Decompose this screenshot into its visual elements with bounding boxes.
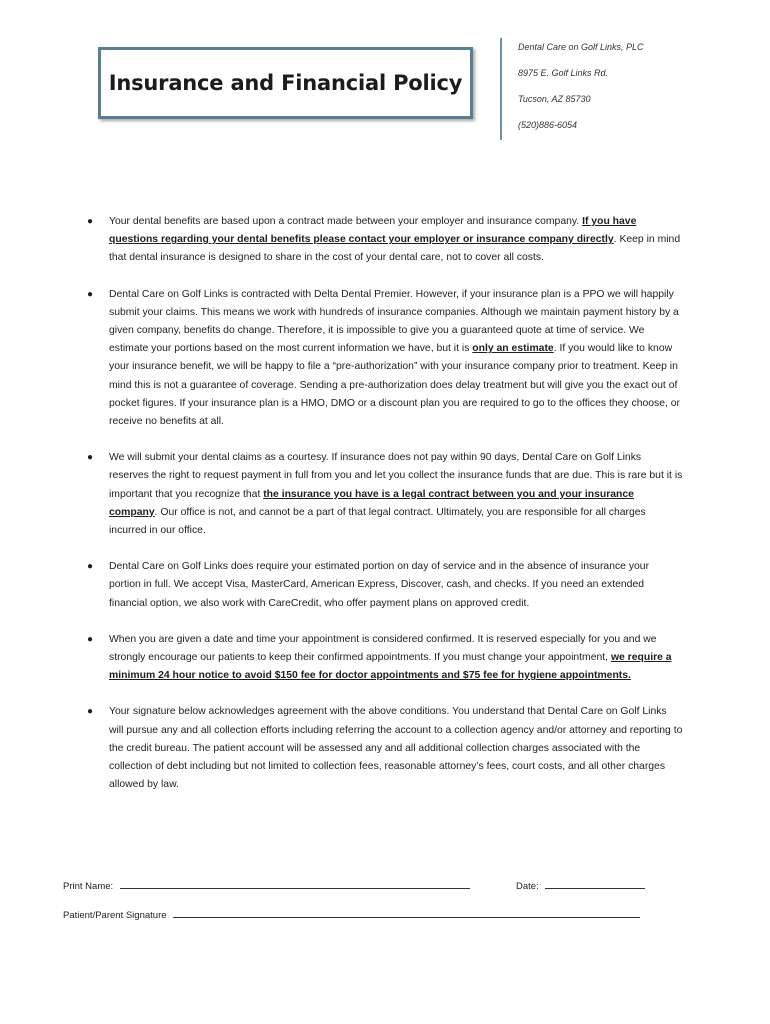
signature-row xyxy=(63,907,640,921)
bullet-icon: ● xyxy=(87,706,94,718)
policy-item-contract xyxy=(83,286,683,432)
patient-signature-field[interactable] xyxy=(173,907,640,918)
policy-text: Dental Care on Golf Links is contracted with Delta Dental Premier. However, if your insurance plan is a PPO we will happily submit your claims. This means we work with hundreds of insurance companies. Although we maintain payment history by a given company, benefits do change. Therefore, it is impossible to give you a guaranteed quote at time of service. We estimate your portions based on the most current information we have, but it is xyxy=(109,288,679,355)
date-field[interactable] xyxy=(545,878,645,889)
policy-item-payment xyxy=(83,558,683,613)
print-name-label: Print Name: xyxy=(63,881,114,892)
policy-text: . Our office is not, and cannot be a part of that legal contract. Ultimately, you are responsible for all charges incurred in our office. xyxy=(109,506,646,537)
policy-item-claims xyxy=(83,449,683,540)
policy-emphasis: the insurance you have is a legal contract between you and your insurance company xyxy=(109,488,634,518)
print-name-field[interactable] xyxy=(120,878,470,889)
policy-text: . Keep in mind that dental insurance is designed to share in the cost of your dental care, not to cover all costs. xyxy=(109,234,681,264)
address-street: 8975 E. Golf Links Rd. xyxy=(518,68,609,78)
policy-emphasis: If you have questions regarding your dental benefits please contact your employer or insurance company directly xyxy=(109,216,637,246)
practice-address xyxy=(500,38,644,140)
bullet-icon: ● xyxy=(87,452,94,464)
policy-text: When you are given a date and time your appointment is considered confirmed. It is reserved especially for you and we strongly encourage our patients to keep their confirmed appointments. If you must change your appointment, xyxy=(109,633,657,664)
policy-text: We will submit your dental claims as a courtesy. If insurance does not pay within 90 days, Dental Care on Golf Links reserves the right to request payment in full from you and let you collect the insurance funds that are due. This is rare but it is important that you recognize that xyxy=(109,452,683,500)
print-name-row xyxy=(63,878,470,892)
bullet-icon: ● xyxy=(87,288,94,300)
policy-item-signature xyxy=(83,703,683,794)
bullet-icon: ● xyxy=(87,633,94,645)
date-row xyxy=(516,878,645,892)
policy-text: Your dental benefits are based upon a contract made between your employer and insurance company. xyxy=(109,216,583,227)
date-label: Date: xyxy=(516,881,539,892)
page-title: Insurance and Financial Policy xyxy=(108,71,463,95)
policy-text: Dental Care on Golf Links does require your estimated portion on day of service and in the absence of insurance your portion in full. We accept Visa, MasterCard, American Express, Discover, cash, and checks. If you need an extended financial option, we also work with CareCredit, who offer payment plans on approved credit. xyxy=(109,561,650,609)
bullet-icon: ● xyxy=(87,216,94,227)
policy-list xyxy=(83,213,683,812)
address-practice-name: Dental Care on Golf Links, PLC xyxy=(518,42,644,52)
policy-text: . If you would like to know your insurance benefit, we will be happy to file a “pre-authorization” with your insurance company prior to treatment. Keep in mind this is not a guarantee of coverage. Sending a pre-authorization does delay treatment but will give you the exact out of pocket figures. If your insurance plan is a HMO, DMO or a discount plan you are required to go to the offices they choose, or receive no benefits at all. xyxy=(109,343,681,428)
title-box xyxy=(98,47,473,119)
address-city: Tucson, AZ 85730 xyxy=(518,94,591,104)
policy-item-appointments xyxy=(83,631,683,686)
policy-text: Your signature below acknowledges agreement with the above conditions. You understand that Dental Care on Golf Links will pursue any and all collection efforts including referring the account to a collection agency and/or attorney and reporting to the credit bureau. The patient account will be assessed any and all additional collection charges associated with the collection of debt including but not limited to collection fees, reasonable attorney’s fees, court costs, and all other charges allowed by law. xyxy=(109,706,683,791)
patient-signature-label: Patient/Parent Signature xyxy=(63,910,167,921)
bullet-icon: ● xyxy=(87,561,94,573)
policy-emphasis: only an estimate xyxy=(472,343,554,355)
policy-emphasis: we require a minimum 24 hour notice to avoid $150 fee for doctor appointments and $75 fee for hygiene appointments. xyxy=(109,652,672,682)
policy-item-benefits xyxy=(83,213,683,268)
address-phone: (520)886-6054 xyxy=(518,120,578,130)
